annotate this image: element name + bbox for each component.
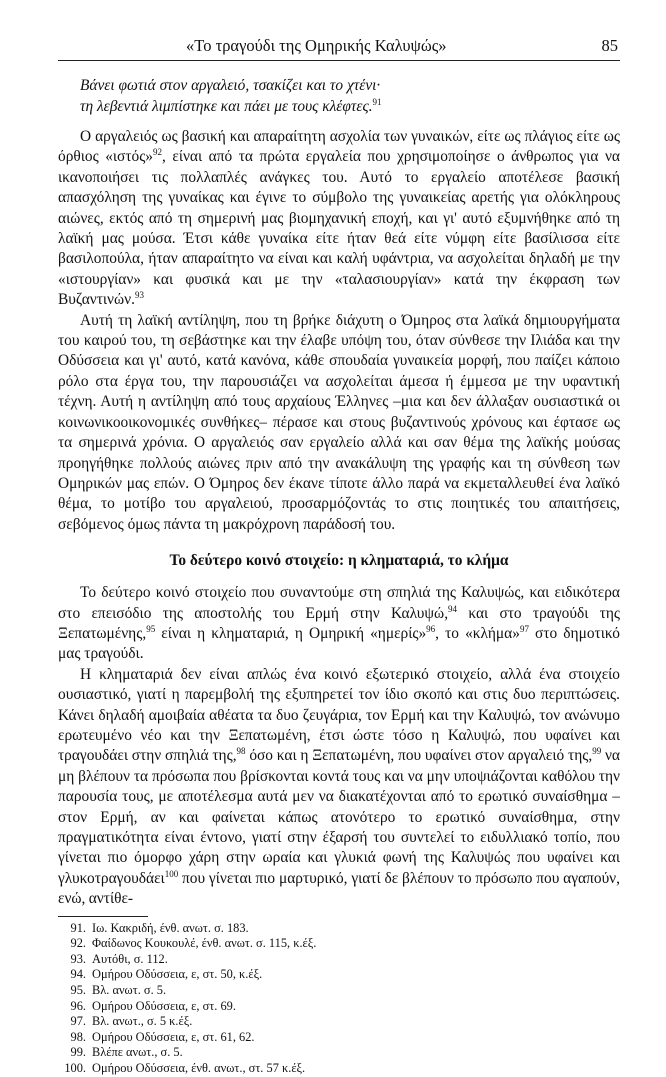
- paragraph-vine-arbor: [58, 665, 620, 910]
- footnote-text: Ομήρου Οδύσσεια, ένθ. ανωτ., στ. 57 κ.έξ.: [92, 1060, 306, 1075]
- footnote-number: 94.: [70, 967, 86, 982]
- footnote-ref-97: 97: [519, 623, 529, 634]
- footnote: [58, 1030, 620, 1046]
- para3-text-2: και στο τραγούδι της Ξεπατωμένης,: [58, 604, 620, 642]
- footnote-number: 100.: [64, 1060, 86, 1075]
- para3-text-5: στο δημοτικό μας τραγούδι.: [58, 624, 620, 663]
- footnote-number: 98.: [70, 1029, 86, 1044]
- para4-text-3: να μη βλέπουν τα πρόσωπα που βρίσκονται κοντά τους και να μην υποψιάζονται καθόλου την παρουσία τους, με αποτέλεσμα αυτά μεν να διακατέχονται από το ερωτικό συναίσθημα –στον Ερμή, αν και φαίνεται κάπως ατονότερο το ερωτικό συναίσθημα, στην πραγματικότητα είναι έντονο, γιατί στην έξαρσή του συντελεί το ειδυλλιακό τοπίο, που γίνεται πιο όμορφο χάρη στην ωραία και γλυκιά φωνή της Καλυψώς που υφαίνει και γλυκοτραγουδάει: [58, 747, 620, 887]
- footnotes: [58, 921, 620, 1077]
- epigraph-line-2-text: τη λεβεντιά λιμπίστηκε και πάει με τους κλέφτες.: [80, 98, 373, 115]
- para3-text-3: είναι η κληματαριά, η Ομηρική «ημερίς»: [155, 624, 427, 642]
- footnote-ref-91: 91: [372, 96, 382, 107]
- footnote: [58, 1014, 620, 1030]
- para4-text-2: όσο και η Ξεπατωμένη, που υφαίνει στον αργαλειό της,: [245, 747, 593, 765]
- footnote-ref-100: 100: [164, 868, 179, 879]
- epigraph: [80, 75, 620, 117]
- footnote-number: 91.: [70, 920, 86, 935]
- footnote-ref-99: 99: [592, 746, 602, 757]
- para4-text-1: Η κληματαριά δεν είναι απλώς ένα κοινό εξωτερικό στοιχείο, αλλά ένα στοιχείο ουσιαστικό, γιατί η παρεμβολή της εξυπηρετεί τον ίδιο σκοπό και στις δυο περιπτώσεις. Κάνει δηλαδή αμοιβαία αθέατα τα δυο ζευγάρια, τον Ερμή και την Καλυψώ, τον ανώνυμο ερωτευμένο νέο και την Ξεπατωμένη, έτσι ώστε τόσο η Καλυψώ, που υφαίνει και τραγουδάει στην σπηλιά της,: [58, 665, 620, 765]
- footnote: [58, 967, 620, 983]
- footnote-number: 92.: [70, 936, 86, 951]
- footnote-ref-94: 94: [448, 603, 458, 614]
- footnote-ref-92: 92: [153, 147, 162, 158]
- footnote-number: 93.: [70, 951, 86, 966]
- footnote: [58, 921, 620, 937]
- footnote-divider: [58, 916, 148, 917]
- footnote: [58, 936, 620, 952]
- footnote-text: Βλ. ανωτ. σ. 5.: [92, 983, 167, 997]
- footnote-text: Ομήρου Οδύσσεια, ε, στ. 61, 62.: [92, 1029, 255, 1044]
- footnote-text: Φαίδωνος Κουκουλέ, ένθ. ανωτ. σ. 115, κ.έξ.: [92, 936, 317, 951]
- page-number: 85: [601, 36, 618, 55]
- footnote-text: Βλ. ανωτ., σ. 5 κ.έξ.: [92, 1014, 193, 1029]
- running-title: «Το τραγούδι της Ομηρικής Καλυψώς»: [186, 36, 447, 55]
- footnote-number: 99.: [70, 1045, 86, 1060]
- footnote-ref-98: 98: [236, 746, 246, 757]
- paragraph-weaving-loom: [58, 127, 620, 311]
- footnote-text: Ομήρου Οδύσσεια, ε, στ. 69.: [92, 998, 236, 1013]
- para3-text-1: Το δεύτερο κοινό στοιχείο που συναντούμε στη σπηλιά της Καλυψώς, και ειδικότερα στο επεισόδιο της αποστολής του Ερμή στην Καλυψώ,: [58, 584, 620, 622]
- running-header: [58, 36, 620, 61]
- section-heading: Το δεύτερο κοινό στοιχείο: η κληματαριά, το κλήμα: [169, 552, 509, 570]
- footnote-number: 97.: [70, 1014, 86, 1029]
- body-text: [58, 127, 620, 910]
- footnote-number: 96.: [70, 998, 86, 1013]
- footnote-text: Αυτόθι, σ. 112.: [92, 951, 168, 966]
- para4-text-4: που γίνεται πιο μαρτυρικό, γιατί δε βλέπουν το πρόσωπο που αγαπούν, ενώ, αντίθε-: [58, 869, 620, 908]
- footnote: [58, 1061, 620, 1077]
- para1-text-2: , είναι από τα πρώτα εργαλεία που χρησιμοποίησε ο άνθρωπος για να ικανοποιήσει τις πολλαπλές ανάγκες του. Αυτό το εργαλείο αποτέλεσε βασική απασχόληση της γυναίκας και έγινε το σύμβολο της γυναικείας αρετής για ολόκληρους αιώνες, εκτός από τη σημερινή μας βιομηχανική εποχή, και γι' αυτό εξυμνήθηκε από τη λαϊκή μας μούσα. Έτσι κάθε γυναίκα είτε ήταν θεά είτε νύμφη είτε βασίλισσα είτε βασιλοπούλα, ήταν απαραίτητο να είναι και καλή υφάντρια, να ασχολείται δηλαδή με την «ιστουργίαν» και φυσικά και με την «ταλασιουργίαν» κατά την έκφραση των Βυζαντινών.: [58, 148, 620, 309]
- paragraph-homer-folk-tradition: Αυτή τη λαϊκή αντίληψη, που τη βρήκε διάχυτη ο Όμηρος στα λαϊκά δημιουργήματα του καιρού του, τη σεβάστηκε και την έλαβε υπόψη του, όταν σύνθεσε την Ιλιάδα και την Οδύσσεια και γι' αυτό, κατά κανόνα, κάθε σπουδαία γυναικεία μορφή, που παίζει κάποιο ρόλο στα έργα του, την παρουσιάζει να ασχολείται άμεσα ή έμμεσα με την υφαντική τέχνη. Αυτή η αντίληψη από τους αρχαίους Έλληνες –μια και δεν άλλαξαν ουσιαστικά οι κοινωνικοοικονομικές συνθήκες– πέρασε και στους βυζαντινούς χρόνους και έφτασε ως τα σημερινά χρόνια. Ο αργαλειός σαν εργαλείο αλλά και σαν θέμα της λαϊκής μούσας προηγήθηκε πολλούς αιώνες πριν από την ανακάλυψη της γραφής και τη σύνθεση των Ομηρικών μας επών. Ο Όμηρος δεν έκανε τίποτε άλλο παρά να εκμεταλλευθεί ένα λαϊκό θέμα, το μοτίβο του αργαλειού, προσαρμόζοντάς το στις ποιητικές του απαιτήσεις, σεβόμενος όμως πάντα τη μακρόχρονη παράδοσή του.: [58, 311, 620, 533]
- footnote-ref-96: 96: [426, 623, 436, 634]
- footnote-ref-93: 93: [134, 290, 144, 301]
- epigraph-line-2: [80, 96, 620, 117]
- footnote: [58, 1045, 620, 1061]
- epigraph-line-1: Βάνει φωτιά στον αργαλειό, τσακίζει και το χτένι·: [80, 77, 381, 94]
- footnote: [58, 952, 620, 968]
- footnote-text: Ομήρου Οδύσσεια, ε, στ. 50, κ.έξ.: [92, 967, 263, 982]
- footnote-text: Βλέπε ανωτ., σ. 5.: [92, 1045, 183, 1060]
- footnote-text: Ιω. Κακριδή, ένθ. ανωτ. σ. 183.: [92, 920, 249, 935]
- footnote-ref-95: 95: [146, 623, 156, 634]
- footnote: [58, 983, 620, 999]
- paragraph-second-element: [58, 583, 620, 665]
- footnote: [58, 999, 620, 1015]
- para1-text-1: Ο αργαλειός ως βασική και απαραίτητη ασχολία των γυναικών, είτε ως πλάγιος είτε ως όρθιος «ιστός»: [58, 128, 620, 166]
- para3-text-4: , το «κλήμα»: [435, 624, 520, 642]
- footnote-number: 95.: [70, 983, 86, 997]
